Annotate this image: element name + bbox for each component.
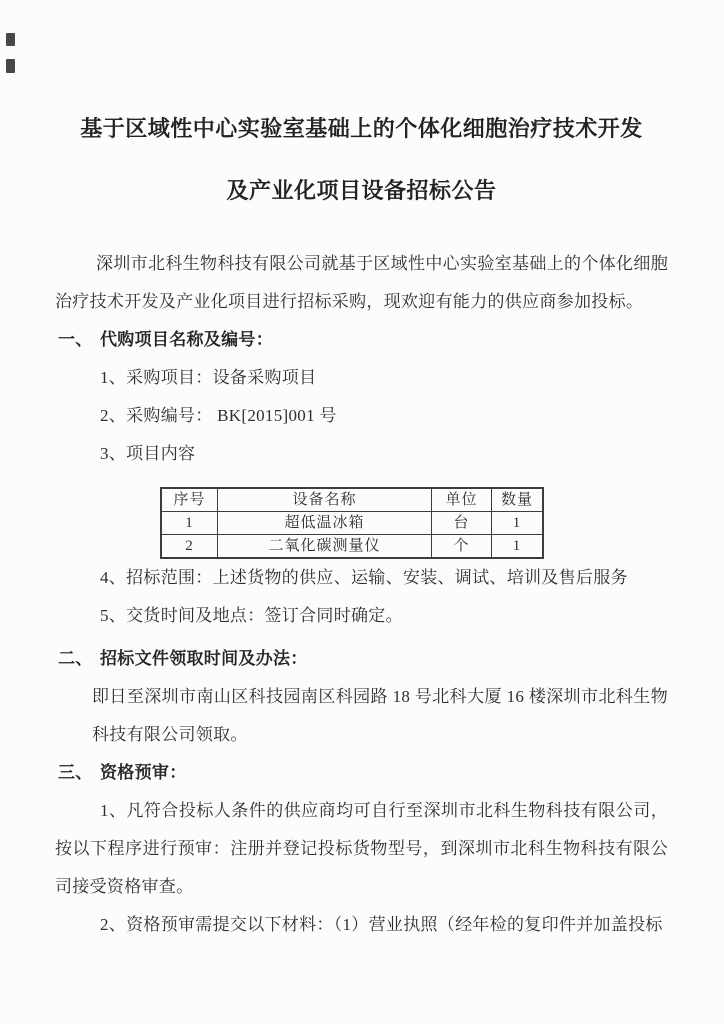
column-header-name: 设备名称 xyxy=(218,488,432,512)
section-3-paragraph-1: 1、凡符合投标人条件的供应商均可自行至深圳市北科生物科技有限公司，按以下程序进行预审：注册并登记投标货物型号，到深圳市北科生物科技有限公司接受资格审查。 xyxy=(55,801,668,896)
equipment-table xyxy=(160,487,544,559)
section-3-paragraph-2: 2、资格预审需提交以下材料：（1）营业执照（经年检的复印件并加盖投标 xyxy=(100,915,663,934)
section-1-item-3: 3、项目内容 xyxy=(100,444,196,463)
table-header-row xyxy=(161,488,543,512)
scan-artifact-mark-bottom xyxy=(6,59,15,73)
cell-name: 超低温冰箱 xyxy=(218,512,432,535)
section-1-heading xyxy=(55,321,668,359)
section-1-title: 代购项目名称及编号： xyxy=(100,330,273,349)
section-2-number: 二、 xyxy=(58,649,93,668)
cell-quantity: 1 xyxy=(492,535,544,559)
section-1-item-2: 2、采购编号： BK[2015]001 号 xyxy=(100,406,337,425)
intro-paragraph: 深圳市北科生物科技有限公司就基于区域性中心实验室基础上的个体化细胞治疗技术开发及产业化项目进行招标采购，现欢迎有能力的供应商参加投标。 xyxy=(55,254,668,311)
section-1-item-4: 4、招标范围：上述货物的供应、运输、安装、调试、培训及售后服务 xyxy=(100,568,628,587)
section-2-body: 即日至深圳市南山区科技园南区科园路 18 号北科大厦 16 楼深圳市北科生物科技有限公司领取。 xyxy=(92,687,668,744)
cell-name: 二氧化碳测量仪 xyxy=(218,535,432,559)
cell-unit: 台 xyxy=(432,512,492,535)
document-title-line1: 基于区域性中心实验室基础上的个体化细胞治疗技术开发 xyxy=(80,116,643,141)
section-2-heading xyxy=(55,640,668,678)
column-header-quantity: 数量 xyxy=(492,488,544,512)
section-3-number: 三、 xyxy=(58,763,93,782)
section-3-title: 资格预审： xyxy=(100,763,187,782)
section-3-heading xyxy=(55,754,668,792)
cell-seq: 1 xyxy=(161,512,218,535)
table-row xyxy=(161,535,543,559)
cell-seq: 2 xyxy=(161,535,218,559)
section-1-item-5: 5、交货时间及地点：签订合同时确定。 xyxy=(100,606,403,625)
cell-unit: 个 xyxy=(432,535,492,559)
section-1-item-1: 1、采购项目：设备采购项目 xyxy=(100,368,317,387)
section-2-title: 招标文件领取时间及办法： xyxy=(100,649,308,668)
section-1-number: 一、 xyxy=(58,330,93,349)
column-header-unit: 单位 xyxy=(432,488,492,512)
column-header-seq: 序号 xyxy=(161,488,218,512)
table-row xyxy=(161,512,543,535)
scan-artifact-mark-top xyxy=(6,33,15,46)
cell-quantity: 1 xyxy=(492,512,544,535)
document-title-line2: 及产业化项目设备招标公告 xyxy=(226,178,497,203)
